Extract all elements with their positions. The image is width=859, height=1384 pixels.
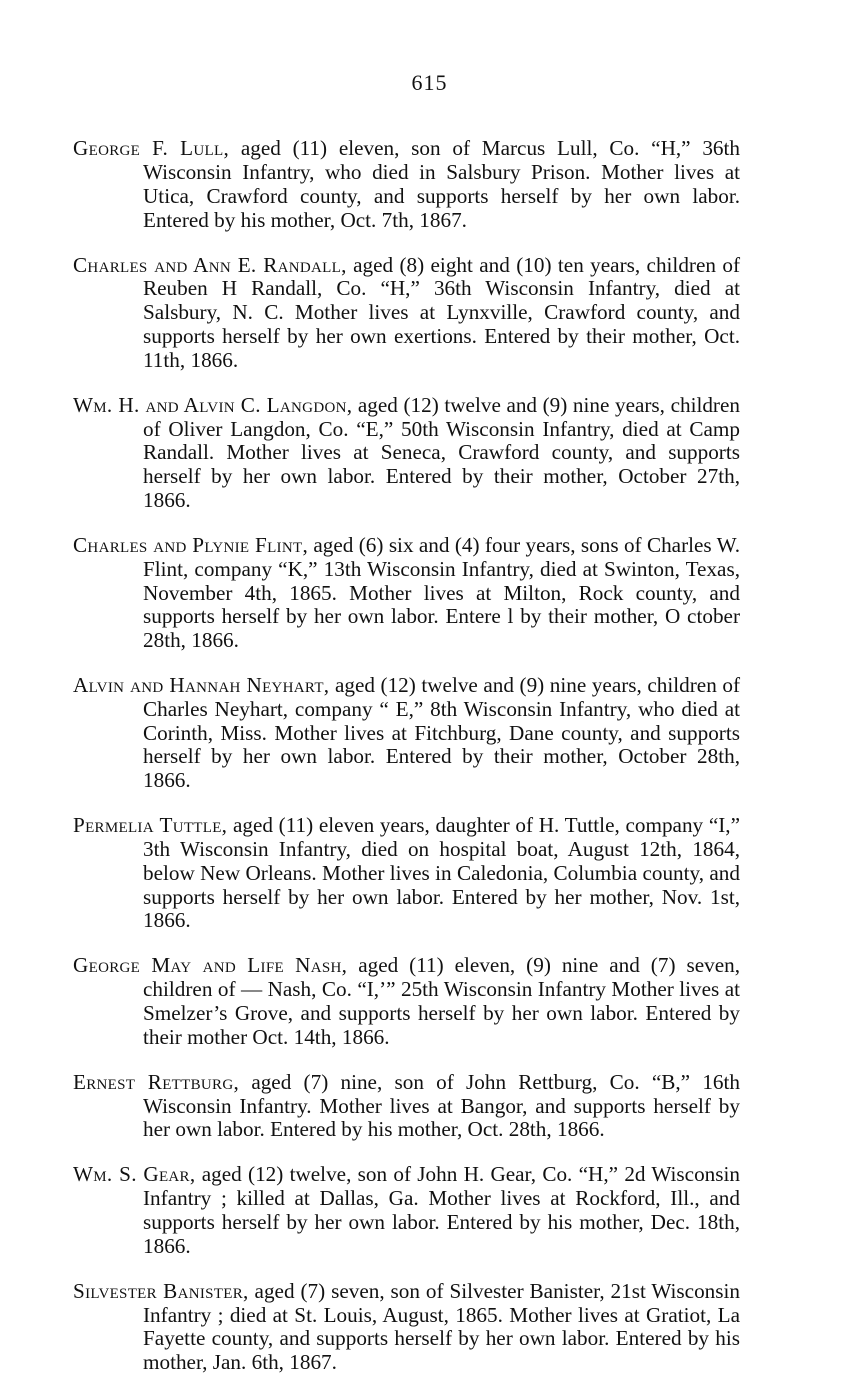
entry-langdon bbox=[68, 394, 740, 513]
entry-text: aged (7) seven, son of Silvester Banister, 21st Wisconsin Infantry ; died at St. Louis, August, 1865. Mother lives at Gratiot, La Fayette county, and supports herself by her own labor. Entered by his mother, Jan. 6th, 1867. bbox=[143, 1278, 740, 1375]
entry-name: Wm. H. and Alvin C. Langdon, bbox=[73, 392, 353, 417]
entry-name: Permelia Tuttle, bbox=[73, 813, 228, 838]
entry-name: Alvin and Hannah Neyhart, bbox=[73, 673, 330, 698]
entry-text: aged (8) eight and (10) ten years, children of Reuben H Randall, Co. “H,” 36th Wisconsin Infantry, died at Salsbury, N. C. Mother lives at Lynxville, Crawford county, and supports herself by her own exertions. Entered by their mother, Oct. 11th, 1866. bbox=[143, 252, 740, 372]
entry-name: Charles and Plynie Flint, bbox=[73, 532, 309, 557]
entry-rettburg bbox=[68, 1071, 740, 1142]
entry-name: Charles and Ann E. Randall, bbox=[73, 252, 347, 277]
page-number: 615 bbox=[411, 70, 448, 95]
entry-banister bbox=[68, 1280, 740, 1375]
entry-randall bbox=[68, 254, 740, 373]
entry-tuttle bbox=[68, 814, 740, 933]
entry-text: aged (12) twelve and (9) nine years, children of Charles Neyhart, company “ E,” 8th Wisconsin Infantry, who died at Corinth, Miss. Mother lives at Fitchburg, Dane county, and supports herself by her own labor. Entered by their mother, October 28th, 1866. bbox=[143, 673, 740, 793]
entry-text: aged (6) six and (4) four years, sons of Charles W. Flint, company “K,” 13th Wisconsin Infantry, died at Swinton, Texas, November 4th, 1865. Mother lives at Milton, Rock county, and supports herself by her own labor. Entere l by their mother, O ctober 28th, 1866. bbox=[143, 532, 740, 653]
entry-nash bbox=[68, 954, 740, 1049]
entry-text: aged (11) eleven, son of Marcus Lull, Co. “H,” 36th Wisconsin Infantry, who died in Salsbury Prison. Mother lives at Utica, Crawford county, and supports herself by her own labor. Entered by his mother, Oct. 7th, 1867. bbox=[143, 136, 740, 232]
entry-name: George May and Life Nash, bbox=[73, 953, 348, 978]
entry-text: aged (12) twelve and (9) nine years, children of Oliver Langdon, Co. “E,” 50th Wisconsin Infantry, died at Camp Randall. Mother lives at Seneca, Crawford county, and supports herself by her own labor. Entered by their mother, October 27th, 1866. bbox=[143, 392, 740, 512]
entry-list bbox=[68, 116, 740, 1384]
entry-text: aged (12) twelve, son of John H. Gear, Co. “H,” 2d Wisconsin Infantry ; killed at Dallas, Ga. Mother lives at Rockford, Ill., and supports herself by her own labor. Entered by his mother, Dec. 18th, 1866. bbox=[143, 1162, 740, 1258]
entry-text: aged (7) nine, son of John Rettburg, Co. “B,” 16th Wisconsin Infantry. Mother lives at Bangor, and supports herself by her own labor. Entered by his mother, Oct. 28th, 1866. bbox=[143, 1069, 740, 1142]
entry-lull bbox=[68, 137, 740, 232]
entry-name: Ernest Rettburg, bbox=[73, 1069, 240, 1094]
entry-name: George F. Lull, bbox=[73, 136, 230, 161]
entry-neyhart bbox=[68, 674, 740, 793]
entry-gear bbox=[68, 1163, 740, 1258]
entry-text: aged (11) eleven, (9) nine and (7) seven, children of — Nash, Co. “I,’” 25th Wisconsin Infantry Mother lives at Smelzer’s Grove, and supports herself by her own labor. Entered by their mother Oct. 14th, 1866. bbox=[143, 953, 741, 1049]
entry-flint bbox=[68, 534, 740, 653]
entry-name: Silvester Banister, bbox=[73, 1278, 249, 1303]
entry-name: Wm. S. Gear, bbox=[73, 1162, 196, 1187]
entry-text: aged (11) eleven years, daughter of H. Tuttle, company “I,” 3th Wisconsin Infantry, died on hospital boat, August 12th, 1864, below New Orleans. Mother lives in Caledonia, Columbia county, and supports herself by her own labor. Entered by her mother, Nov. 1st, 1866. bbox=[143, 813, 740, 933]
